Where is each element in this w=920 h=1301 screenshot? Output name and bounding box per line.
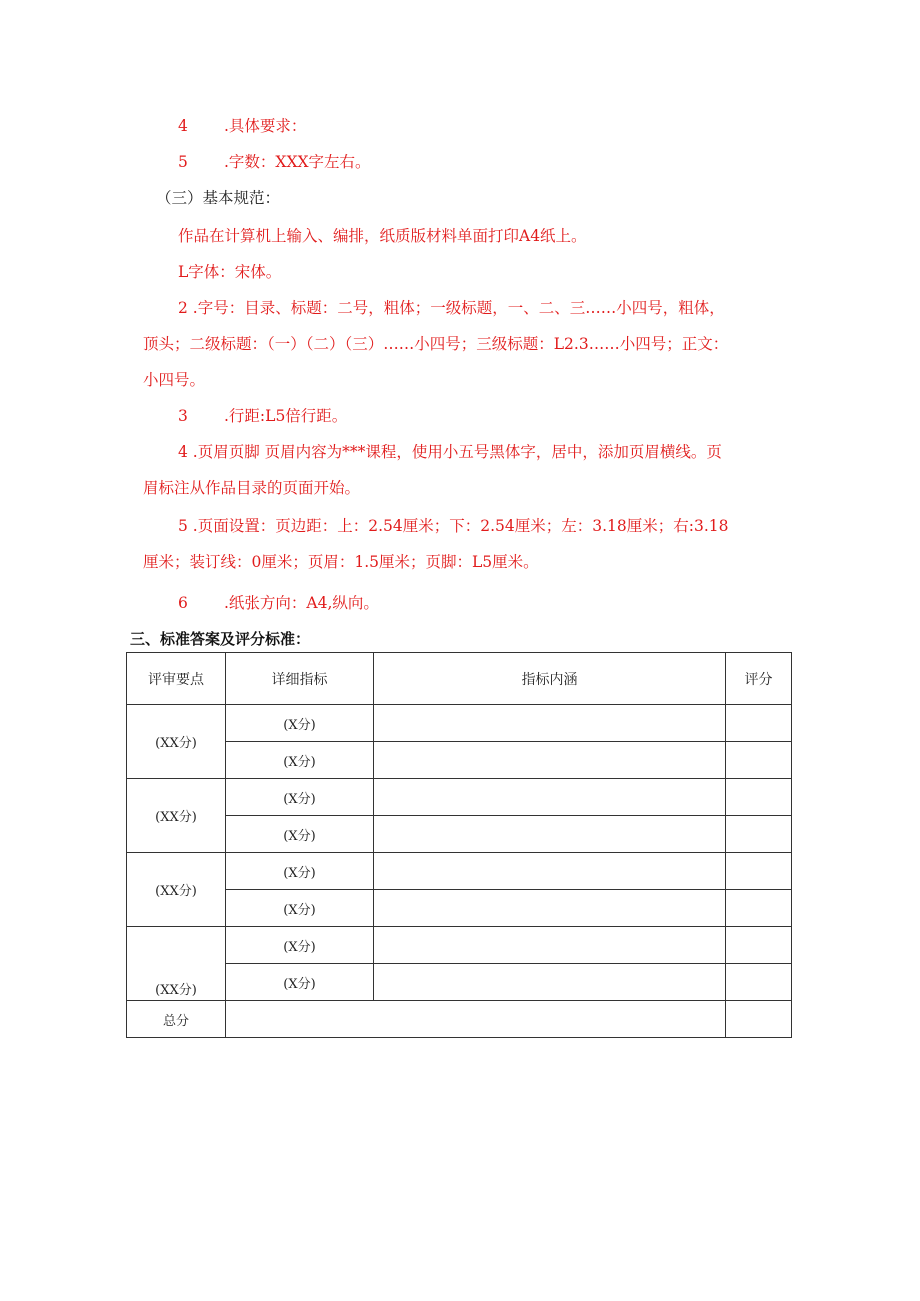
content-cell <box>374 705 726 742</box>
table-row <box>127 964 792 1001</box>
font-size-item-line3: 小四号。 <box>143 371 206 389</box>
sub-indicator: (X分) <box>226 890 374 927</box>
header-footer-item-line1: 4 .页眉页脚 页眉内容为***课程，使用小五号黑体字，居中，添加页眉横线。页 <box>178 443 722 461</box>
table-header-row <box>127 653 792 705</box>
font-size-item-line2: 顶头；二级标题：（一）（二）（三）……小四号；三级标题：L2.3……小四号；正文： <box>143 335 729 353</box>
table-row <box>127 890 792 927</box>
page-setup-item-line2: 厘米；装订线：0厘米；页眉：1.5厘米；页脚：L5厘米。 <box>143 553 539 571</box>
paper-orientation-item: 6 .纸张方向：A4,纵向。 <box>178 594 379 612</box>
score-cell <box>726 927 792 964</box>
sub-indicator: (X分) <box>226 964 374 1001</box>
table-heading: 三、标准答案及评分标准： <box>130 630 311 648</box>
score-cell <box>726 853 792 890</box>
content-cell <box>374 927 726 964</box>
content-cell <box>374 742 726 779</box>
table-row <box>127 927 792 964</box>
requirement-item: 4 .具体要求： <box>178 117 307 135</box>
content-cell <box>374 779 726 816</box>
group-label: (XX分) <box>127 927 226 1001</box>
score-cell <box>726 742 792 779</box>
table-row <box>127 816 792 853</box>
content-cell <box>374 964 726 1001</box>
table-row <box>127 742 792 779</box>
header-footer-item-line2: 眉标注从作品目录的页面开始。 <box>143 479 361 497</box>
table-row <box>127 779 792 816</box>
score-cell <box>726 890 792 927</box>
content-cell <box>374 816 726 853</box>
section-title: （三）基本规范： <box>156 189 281 207</box>
sub-indicator: (X分) <box>226 742 374 779</box>
line-spacing-item: 3 .行距:L5倍行距。 <box>178 407 348 425</box>
score-cell <box>726 705 792 742</box>
table-row <box>127 705 792 742</box>
sub-indicator: (X分) <box>226 927 374 964</box>
total-score-cell <box>726 1001 792 1038</box>
font-size-item-line1: 2 .字号：目录、标题：二号，粗体；一级标题，一、二、三……小四号，粗体， <box>178 299 725 317</box>
page-setup-item-line1: 5 .页面设置：页边距：上：2.54厘米；下：2.54厘米；左：3.18厘米；右:3.18 <box>178 517 729 535</box>
group-label: (XX分) <box>127 779 226 853</box>
word-count-item: 5 .字数：XXX字左右。 <box>178 153 371 171</box>
content-cell <box>374 890 726 927</box>
group-label: (XX分) <box>127 853 226 927</box>
group-label: (XX分) <box>127 705 226 779</box>
score-cell <box>726 816 792 853</box>
sub-indicator: (X分) <box>226 705 374 742</box>
score-cell <box>726 964 792 1001</box>
total-label: 总分 <box>127 1001 226 1038</box>
print-intro: 作品在计算机上输入、编排，纸质版材料单面打印A4纸上。 <box>178 227 587 245</box>
total-row <box>127 1001 792 1038</box>
total-content-cell <box>226 1001 726 1038</box>
sub-indicator: (X分) <box>226 853 374 890</box>
table-row <box>127 853 792 890</box>
score-cell <box>726 779 792 816</box>
content-cell <box>374 853 726 890</box>
header-indicator-content: 指标内涵 <box>374 653 726 705</box>
scoring-table <box>126 652 792 1038</box>
sub-indicator: (X分) <box>226 816 374 853</box>
header-detail-indicator: 详细指标 <box>226 653 374 705</box>
header-review-point: 评审要点 <box>127 653 226 705</box>
sub-indicator: (X分) <box>226 779 374 816</box>
font-item: L字体：宋体。 <box>178 263 282 281</box>
header-score: 评分 <box>726 653 792 705</box>
